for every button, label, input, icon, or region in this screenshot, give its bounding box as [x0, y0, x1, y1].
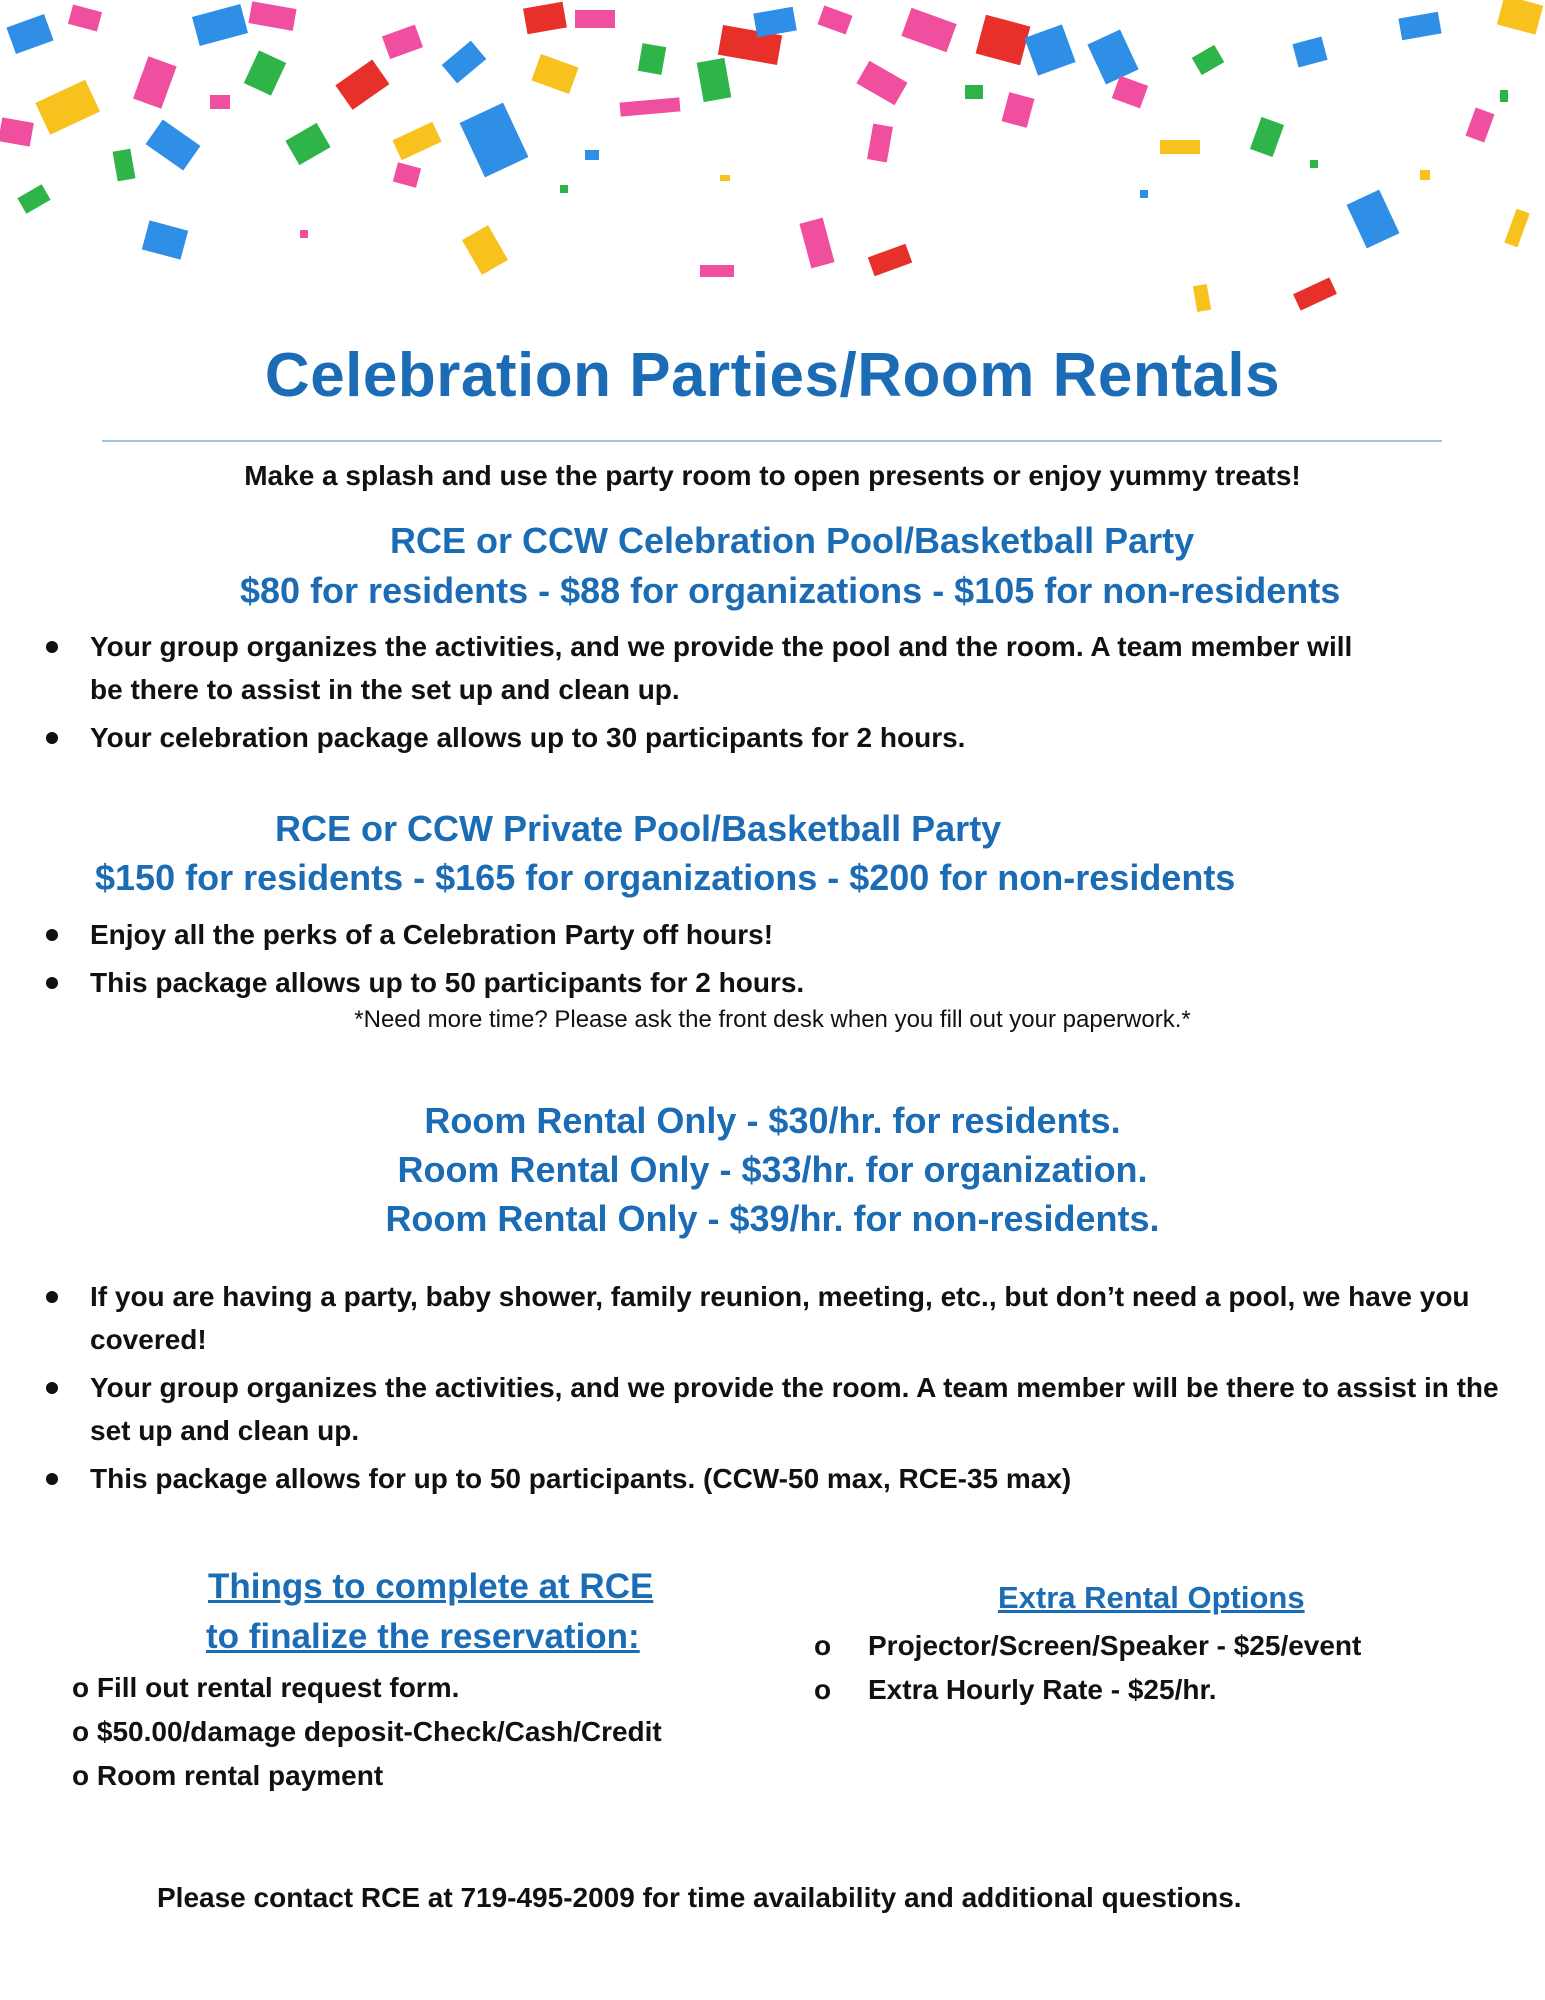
list-item: o Room rental payment	[72, 1760, 384, 1791]
list-item: Your group organizes the activities, and we provide the pool and the room. A team member will be there to assist in the set up and clean up.	[38, 625, 1390, 711]
list-item: o Projector/Screen/Speaker - $25/event	[814, 1624, 1361, 1668]
list-item: Enjoy all the perks of a Celebration Party off hours!	[38, 913, 1508, 956]
bullet-icon	[46, 1291, 58, 1303]
private-bullet-list	[38, 913, 1508, 1009]
list-item: If you are having a party, baby shower, family reunion, meeting, etc., but don’t need a pool, we have you covered!	[38, 1275, 1508, 1361]
checklist-title-line2: to finalize the reservation:	[206, 1617, 640, 1656]
circle-bullet-icon: o	[814, 1674, 832, 1705]
list-item: Your group organizes the activities, and we provide the room. A team member will be there to assist in the set up and clean up.	[38, 1366, 1508, 1452]
list-item: This package allows for up to 50 participants. (CCW-50 max, RCE-35 max)	[38, 1457, 1508, 1500]
list-item: Your celebration package allows up to 30 participants for 2 hours.	[38, 716, 1508, 759]
page-title: Celebration Parties/Room Rentals	[264, 341, 1281, 410]
list-item: o $50.00/damage deposit-Check/Cash/Credit	[72, 1716, 662, 1747]
list-item: o Extra Hourly Rate - $25/hr.	[814, 1668, 1361, 1712]
bullet-icon	[46, 1473, 58, 1485]
list-item: This package allows up to 50 participants for 2 hours.	[38, 961, 1508, 1004]
extra-options-title: Extra Rental Options	[998, 1580, 1305, 1615]
room-rental-organization: Room Rental Only - $33/hr. for organization.	[397, 1149, 1148, 1190]
more-time-note: *Need more time? Please ask the front desk when you fill out your paperwork.*	[354, 1006, 1191, 1033]
circle-bullet-icon: o	[72, 1760, 90, 1791]
bullet-icon	[46, 977, 58, 989]
circle-bullet-icon: o	[72, 1672, 90, 1703]
room-rental-non-residents: Room Rental Only - $39/hr. for non-residents.	[385, 1198, 1160, 1239]
bullet-icon	[46, 929, 58, 941]
celebration-party-prices: $80 for residents - $88 for organizations - $105 for non-residents	[240, 570, 1341, 611]
private-party-prices: $150 for residents - $165 for organizations - $200 for non-residents	[95, 857, 1236, 898]
extra-options-list	[814, 1624, 1361, 1712]
room-rental-bullet-list	[38, 1275, 1508, 1505]
private-party-heading: RCE or CCW Private Pool/Basketball Party	[275, 808, 1002, 849]
list-item: o Fill out rental request form.	[72, 1672, 460, 1703]
intro-text: Make a splash and use the party room to open presents or enjoy yummy treats!	[244, 460, 1301, 491]
celebration-party-heading: RCE or CCW Celebration Pool/Basketball Party	[390, 520, 1195, 561]
circle-bullet-icon: o	[72, 1716, 90, 1747]
checklist	[72, 1666, 662, 1798]
circle-bullet-icon: o	[814, 1630, 832, 1661]
room-rental-residents: Room Rental Only - $30/hr. for residents.	[424, 1100, 1121, 1141]
bullet-icon	[46, 641, 58, 653]
bullet-icon	[46, 1382, 58, 1394]
bullet-icon	[46, 732, 58, 744]
contact-footer: Please contact RCE at 719-495-2009 for time availability and additional questions.	[157, 1882, 1242, 1913]
confetti-decoration	[0, 0, 1545, 330]
checklist-title-line1: Things to complete at RCE	[208, 1567, 654, 1606]
title-divider	[102, 440, 1442, 442]
celebration-bullet-list	[38, 625, 1508, 764]
